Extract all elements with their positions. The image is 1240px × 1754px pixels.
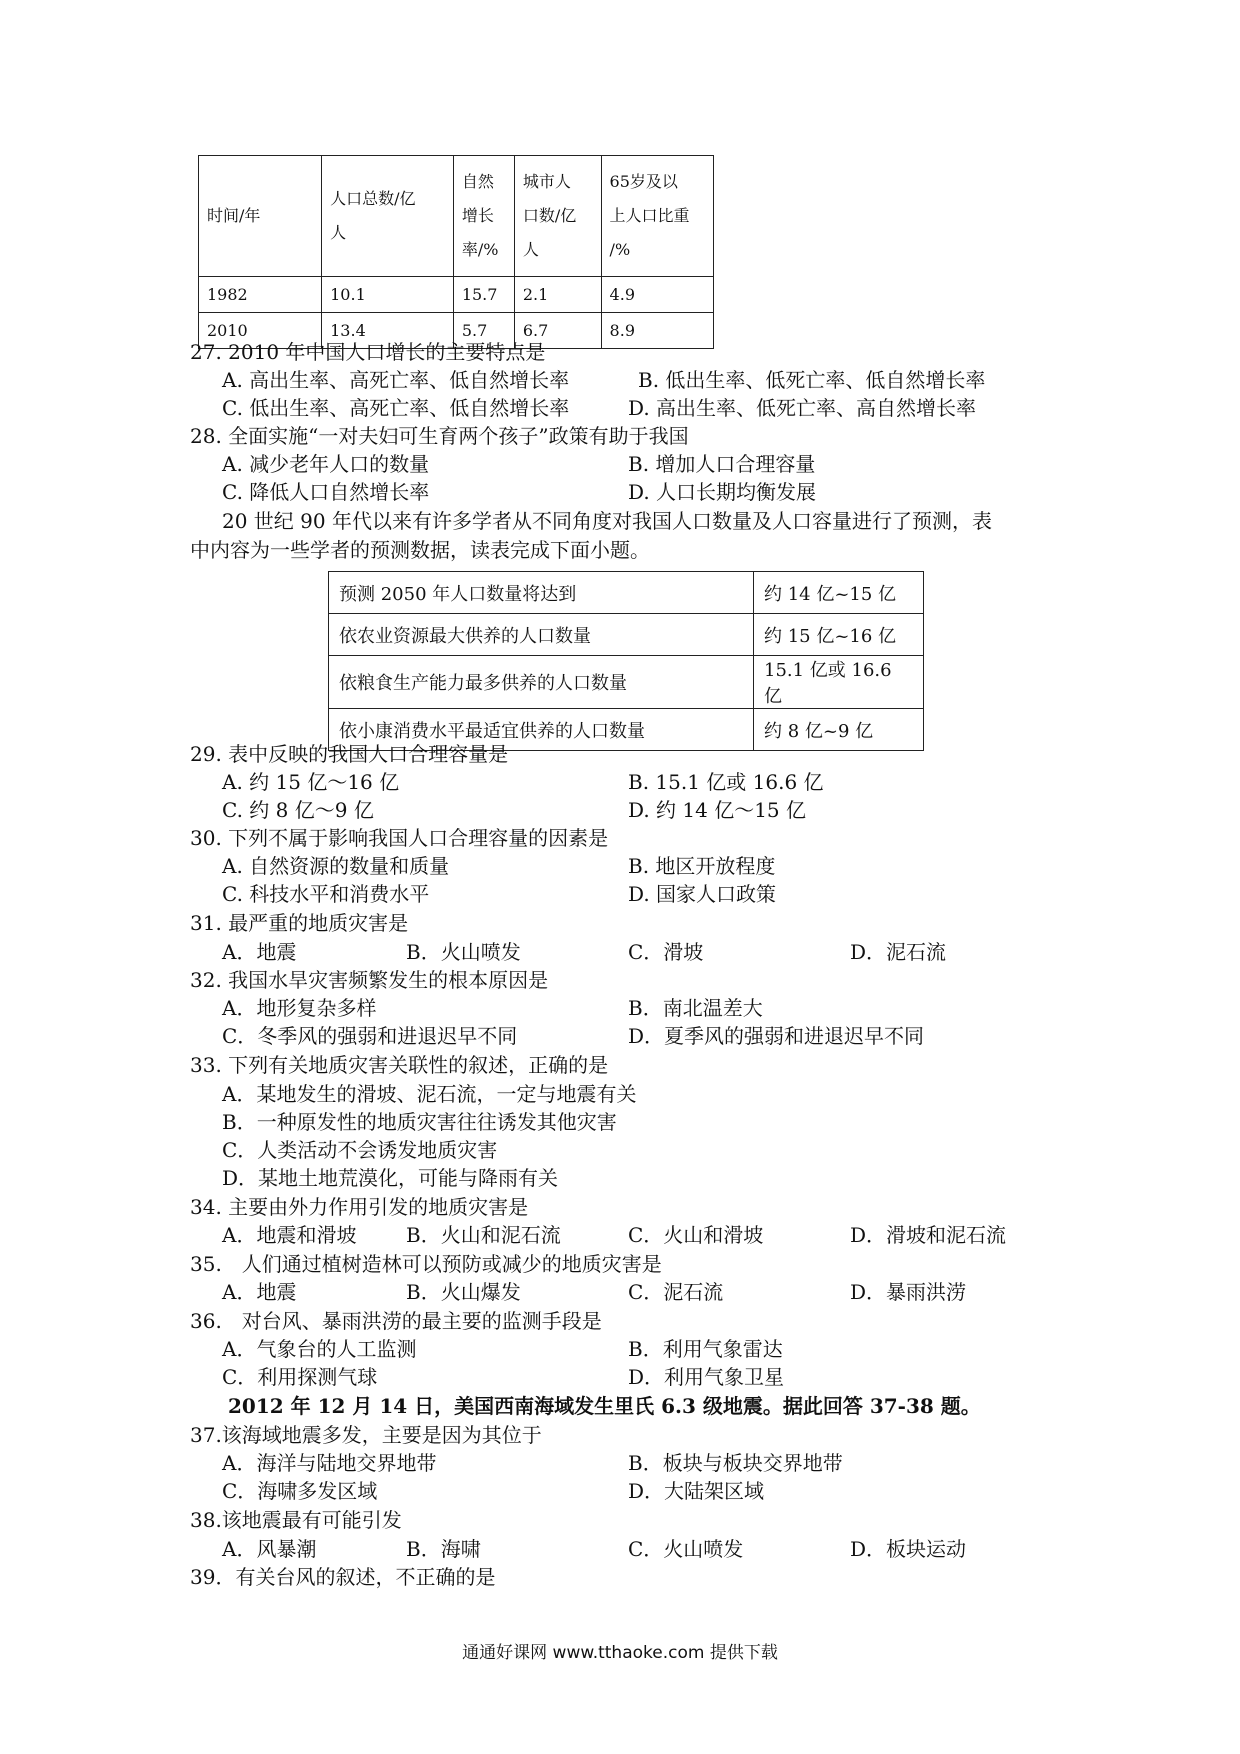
q35-option-b: B．火山爆发 (406, 1280, 521, 1304)
q37-option-c: C．海啸多发区域 (222, 1479, 378, 1503)
question-29-stem: 29. 表中反映的我国人口合理容量是 (190, 742, 509, 766)
table-cell: 15.7 (453, 277, 514, 313)
question-31-stem: 31. 最严重的地质灾害是 (190, 911, 409, 935)
table-cell: 2.1 (514, 277, 601, 313)
table-cell: 约 15 亿~16 亿 (754, 614, 924, 656)
table-row (199, 277, 714, 313)
question-34-stem: 34. 主要由外力作用引发的地质灾害是 (190, 1195, 529, 1219)
page-footer: 通通好课网 www.tthaoke.com 提供下载 (462, 1643, 778, 1663)
question-32-stem: 32. 我国水旱灾害频繁发生的根本原因是 (190, 968, 549, 992)
table-row (329, 656, 924, 709)
q37-option-b: B．板块与板块交界地带 (628, 1451, 843, 1475)
q31-option-b: B．火山喷发 (406, 940, 521, 964)
q27-option-d: D. 高出生率、低死亡率、高自然增长率 (628, 396, 977, 420)
q30-option-d: D. 国家人口政策 (628, 882, 777, 906)
q36-option-a: A．气象台的人工监测 (222, 1337, 417, 1361)
question-38-stem: 38.该地震最有可能引发 (190, 1508, 402, 1532)
table-cell: 约 8 亿~9 亿 (754, 709, 924, 751)
table-cell: 预测 2050 年人口数量将达到 (329, 572, 754, 614)
table-cell: 依农业资源最大供养的人口数量 (329, 614, 754, 656)
q27-option-b: B. 低出生率、低死亡率、低自然增长率 (638, 368, 986, 392)
q33-option-c: C．人类活动不会诱发地质灾害 (222, 1138, 498, 1162)
table-cell: 2010 (199, 313, 322, 349)
intro-paragraph-line-2: 中内容为一些学者的预测数据，读表完成下面小题。 (190, 538, 650, 562)
q37-option-a: A．海洋与陆地交界地带 (222, 1451, 437, 1475)
q32-option-c: C．冬季风的强弱和进退迟早不同 (222, 1024, 518, 1048)
q28-option-d: D. 人口长期均衡发展 (628, 480, 817, 504)
question-33-stem: 33. 下列有关地质灾害关联性的叙述，正确的是 (190, 1053, 609, 1077)
q35-option-a: A．地震 (222, 1280, 297, 1304)
header-cell-growth-rate: 自然 增长 率/% (453, 156, 514, 277)
table-cell: 依小康消费水平最适宜供养的人口数量 (329, 709, 754, 751)
q38-option-b: B．海啸 (406, 1537, 481, 1561)
question-28-stem: 28. 全面实施“一对夫妇可生育两个孩子”政策有助于我国 (190, 424, 689, 448)
q30-option-a: A. 自然资源的数量和质量 (222, 854, 450, 878)
q33-option-b: B．一种原发性的地质灾害往往诱发其他灾害 (222, 1110, 617, 1134)
q34-option-a: A．地震和滑坡 (222, 1223, 357, 1247)
q34-option-d: D．滑坡和泥石流 (850, 1223, 1007, 1247)
header-cell-population: 人口总数/亿 人 (322, 156, 454, 277)
q32-option-b: B．南北温差大 (628, 996, 763, 1020)
q28-option-b: B. 增加人口合理容量 (628, 452, 816, 476)
header-cell-year: 时间/年 (199, 156, 322, 277)
q32-option-d: D．夏季风的强弱和进退迟早不同 (628, 1024, 925, 1048)
q38-option-d: D．板块运动 (850, 1537, 967, 1561)
q34-option-b: B．火山和泥石流 (406, 1223, 561, 1247)
q35-option-d: D．暴雨洪涝 (850, 1280, 967, 1304)
q36-option-c: C．利用探测气球 (222, 1365, 378, 1389)
header-cell-urban: 城市人 口数/亿 人 (514, 156, 601, 277)
q34-option-c: C．火山和滑坡 (628, 1223, 764, 1247)
table-cell: 6.7 (514, 313, 601, 349)
question-35-stem: 35. 人们通过植树造林可以预防或减少的地质灾害是 (190, 1252, 662, 1276)
question-30-stem: 30. 下列不属于影响我国人口合理容量的因素是 (190, 826, 609, 850)
q31-option-a: A．地震 (222, 940, 297, 964)
q32-option-a: A．地形复杂多样 (222, 996, 377, 1020)
table-cell: 约 14 亿~15 亿 (754, 572, 924, 614)
q27-option-c: C. 低出生率、高死亡率、低自然增长率 (222, 396, 570, 420)
q31-option-c: C．滑坡 (628, 940, 704, 964)
q38-option-a: A．风暴潮 (222, 1537, 317, 1561)
q33-option-d: D．某地土地荒漠化，可能与降雨有关 (222, 1166, 559, 1190)
q29-option-c: C. 约 8 亿～9 亿 (222, 798, 374, 822)
q27-option-a: A. 高出生率、高死亡率、低自然增长率 (222, 368, 570, 392)
table-cell: 4.9 (601, 277, 713, 313)
question-39-stem: 39．有关台风的叙述，不正确的是 (190, 1565, 496, 1589)
table-cell: 1982 (199, 277, 322, 313)
intro-paragraph-line-1: 20 世纪 90 年代以来有许多学者从不同角度对我国人口数量及人口容量进行了预测，表 (222, 509, 992, 533)
question-37-stem: 37.该海域地震多发，主要是因为其位于 (190, 1423, 542, 1447)
table-header-row (199, 156, 714, 277)
q30-option-c: C. 科技水平和消费水平 (222, 882, 430, 906)
q36-option-b: B．利用气象雷达 (628, 1337, 783, 1361)
table-cell: 10.1 (322, 277, 454, 313)
table-row (329, 572, 924, 614)
table-cell: 13.4 (322, 313, 454, 349)
question-27-stem: 27. 2010 年中国人口增长的主要特点是 (190, 340, 546, 364)
q36-option-d: D．利用气象卫星 (628, 1365, 785, 1389)
q31-option-d: D．泥石流 (850, 940, 947, 964)
q38-option-c: C．火山喷发 (628, 1537, 744, 1561)
q28-option-a: A. 减少老年人口的数量 (222, 452, 430, 476)
q30-option-b: B. 地区开放程度 (628, 854, 776, 878)
table-cell: 依粮食生产能力最多供养的人口数量 (329, 656, 754, 709)
q29-option-a: A. 约 15 亿～16 亿 (222, 770, 400, 794)
table-cell: 8.9 (601, 313, 713, 349)
table-row (329, 614, 924, 656)
table-cell: 5.7 (453, 313, 514, 349)
q29-option-b: B. 15.1 亿或 16.6 亿 (628, 770, 824, 794)
header-cell-elderly: 65岁及以 上人口比重 /% (601, 156, 713, 277)
q29-option-d: D. 约 14 亿～15 亿 (628, 798, 807, 822)
question-36-stem: 36. 对台风、暴雨洪涝的最主要的监测手段是 (190, 1309, 602, 1333)
table-cell: 15.1 亿或 16.6 亿 (754, 656, 924, 709)
population-table (198, 155, 714, 349)
q37-option-d: D．大陆架区域 (628, 1479, 765, 1503)
q35-option-c: C．泥石流 (628, 1280, 724, 1304)
forecast-table (328, 571, 924, 751)
q28-option-c: C. 降低人口自然增长率 (222, 480, 430, 504)
q33-option-a: A．某地发生的滑坡、泥石流，一定与地震有关 (222, 1082, 637, 1106)
intro-earthquake: 2012 年 12 月 14 日，美国西南海域发生里氏 6.3 级地震。据此回答 37-38 题。 (228, 1394, 981, 1418)
